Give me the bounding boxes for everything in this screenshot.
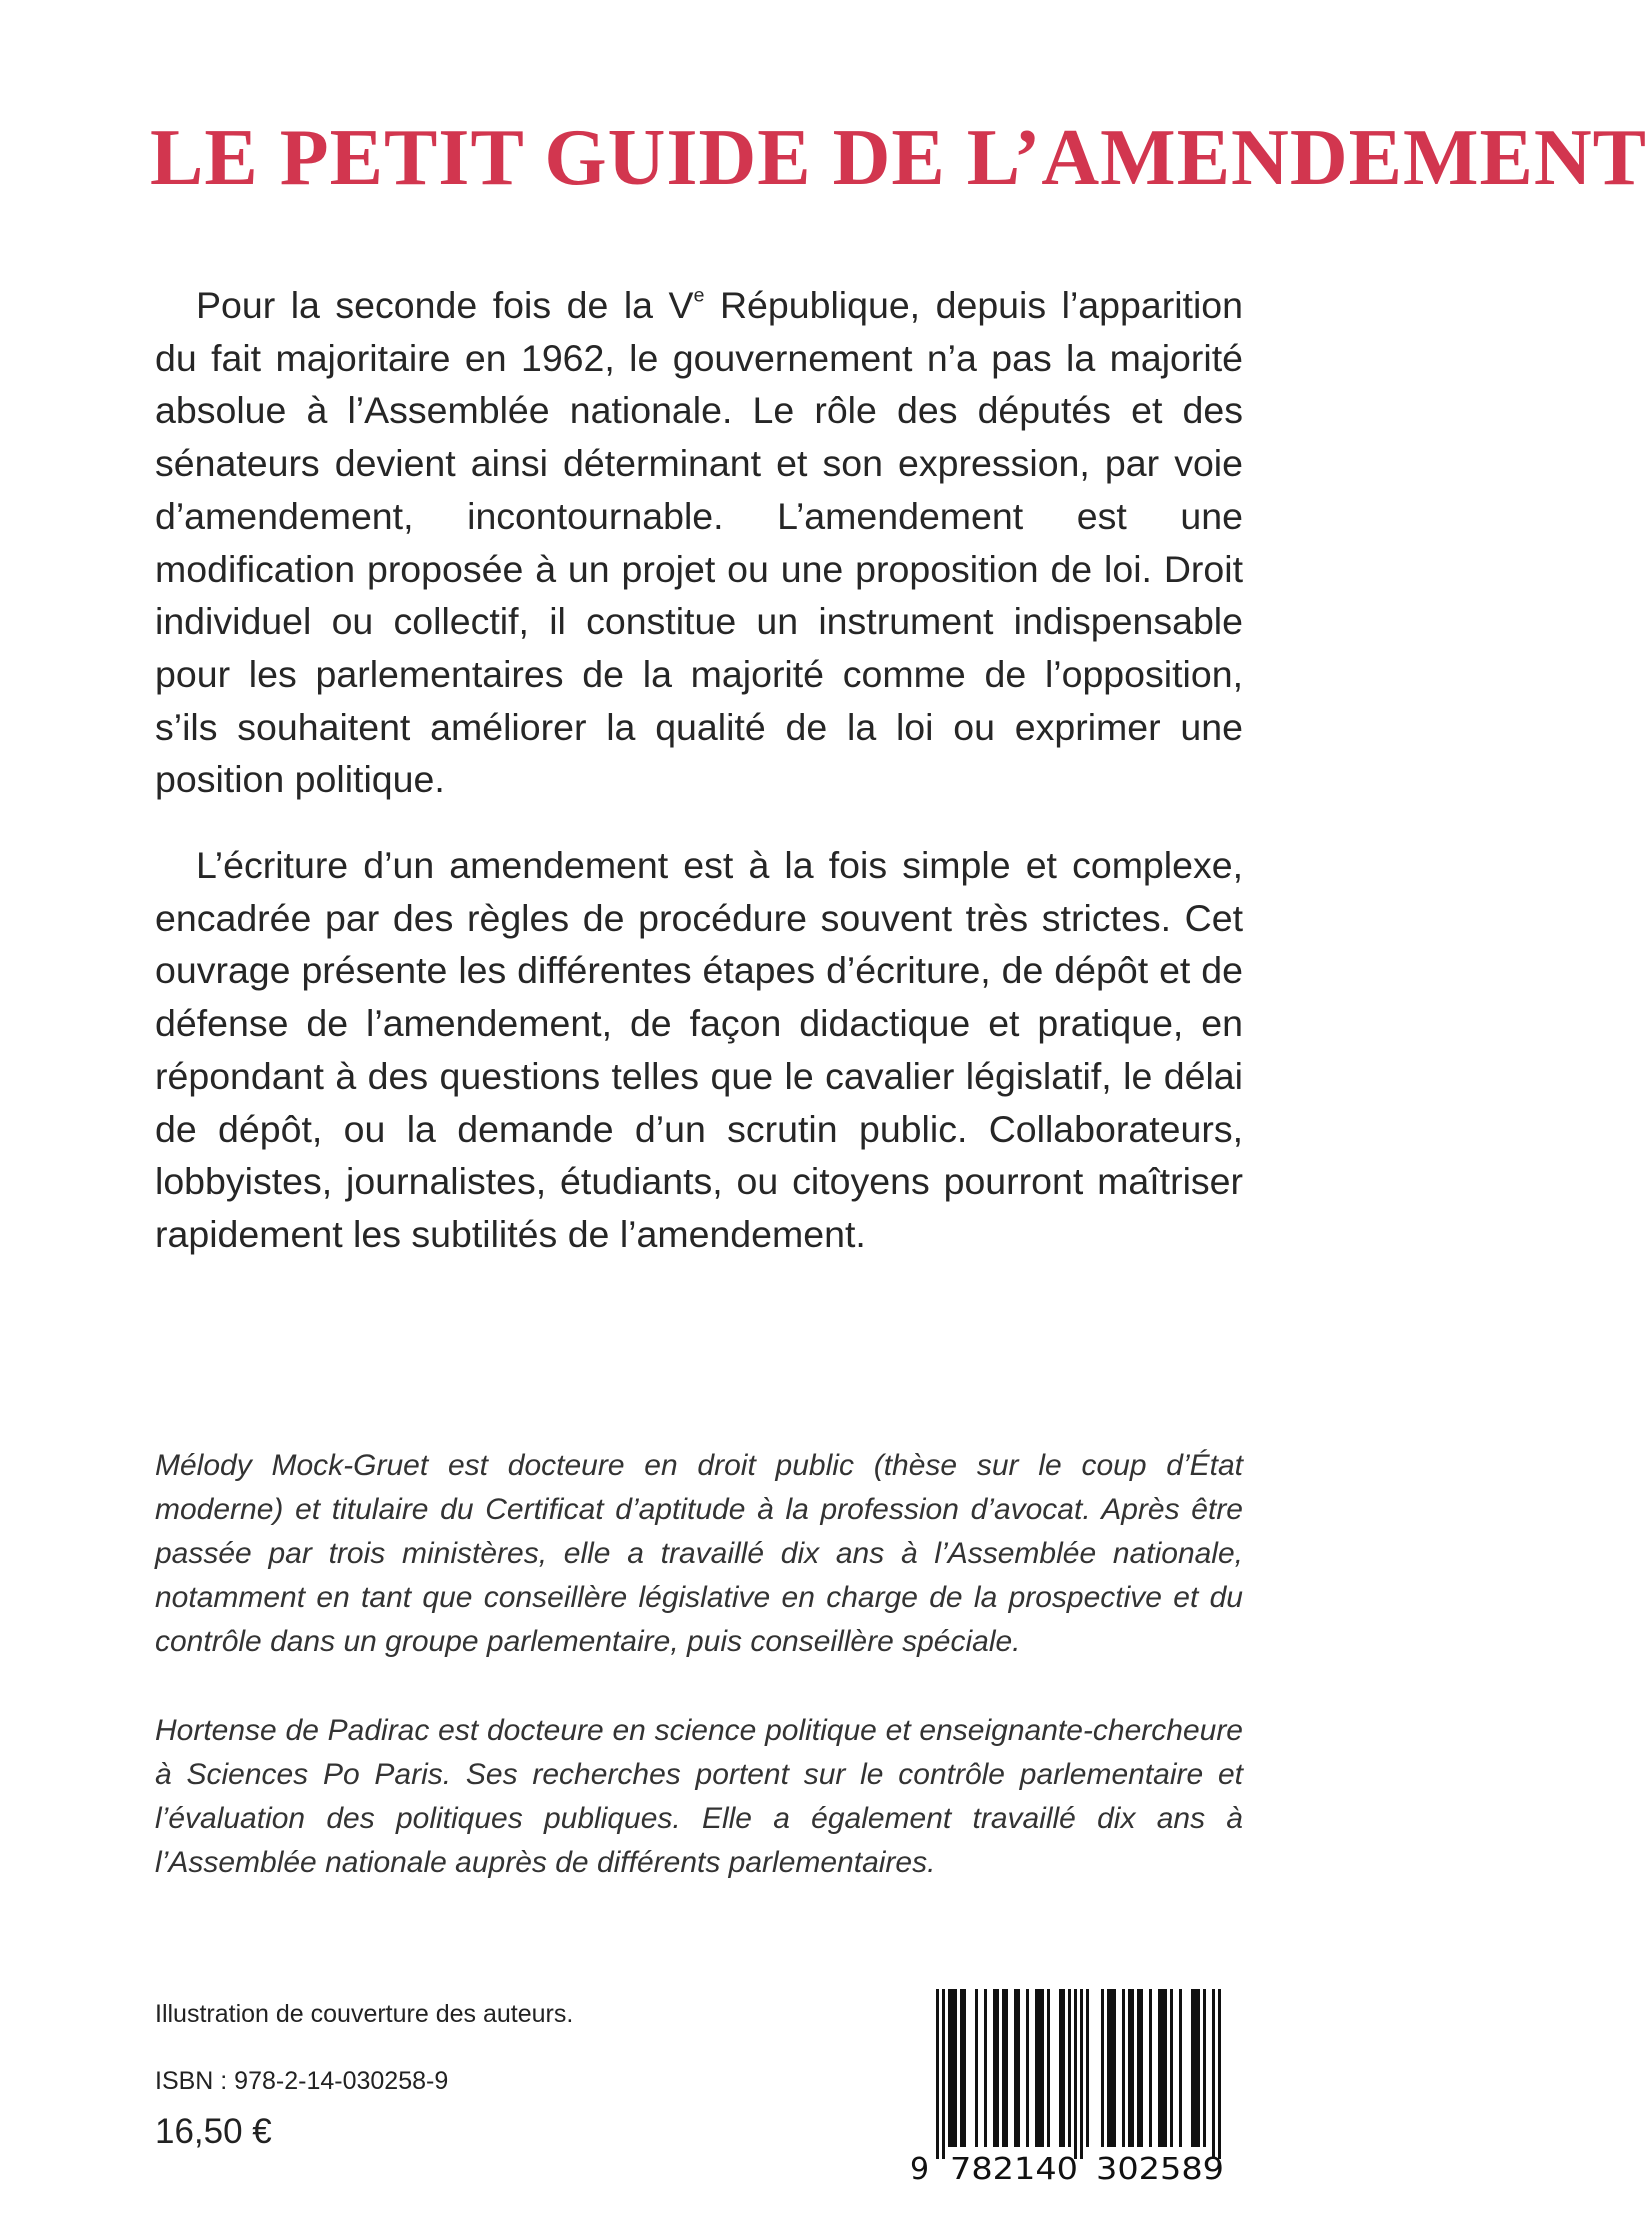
blurb-p1-rest: République, depuis l’apparition du fait majoritaire en 1962, le gouvernement n’a pas la majorité absolue à l’Assemblée nationale. Le rôle des députés et des sénateurs devient ainsi déterminant et son expression, par voie d’amendement, incontournable. L’amendement est une modification proposée à un projet ou une proposition de loi. Droit individuel ou collectif, il constitue un instrument indispensable pour les parlementaires de la majorité comme de l’opposition, s’ils souhaitent améliorer la qualité de la loi ou exprimer une position politique. <box>155 284 1243 801</box>
barcode-bar <box>1014 1989 1017 2147</box>
barcode-bar <box>1086 1989 1089 2147</box>
barcode-bar <box>1158 1989 1161 2147</box>
barcode-bar <box>984 1989 987 2147</box>
barcode-bar <box>1074 1989 1077 2159</box>
author-bio-text-1: est docteure en droit public (thèse sur le coup d’État moderne) et titulaire du Certificat d’aptitude à la profession d’avocat. Après être passée par trois ministères, elle a travaillé dix ans à l’Assemblée nationale, notamment en tant que conseillère législative en charge de la prospective et du contrôle dans un groupe parlementaire, puis conseillère spéciale. <box>155 1449 1243 1658</box>
barcode-bar <box>960 1989 963 2147</box>
barcode-bar <box>1197 1989 1200 2147</box>
barcode-bar <box>1107 1989 1110 2147</box>
barcode-bar <box>1137 1989 1140 2147</box>
barcode-bar <box>951 1989 954 2147</box>
barcode-bar <box>954 1989 957 2147</box>
barcode-bar <box>1161 1989 1164 2147</box>
barcode-digit-first: 9 <box>910 2152 930 2187</box>
barcode-bar <box>1038 1989 1041 2147</box>
barcode-bar <box>1035 1989 1038 2147</box>
barcode-digits-right: 302589 <box>1096 2152 1224 2187</box>
barcode-bar <box>1026 1989 1029 2147</box>
author-bio-2 <box>155 1709 1243 1885</box>
barcode-bar <box>1131 1989 1134 2147</box>
blurb-p1-superscript: e <box>693 284 705 307</box>
illustration-credit: Illustration de couverture des auteurs. <box>155 2000 574 2028</box>
barcode-bar <box>975 1989 978 2147</box>
price: 16,50 € <box>155 2112 272 2151</box>
barcode-bar <box>1191 1989 1194 2147</box>
book-title: LE PETIT GUIDE DE L’AMENDEMENT <box>150 114 1647 202</box>
barcode-bar <box>1002 1989 1005 2147</box>
barcode-bar <box>993 1989 996 2147</box>
barcode-bar <box>1140 1989 1143 2147</box>
barcode-bar <box>1101 1989 1104 2147</box>
barcode-bar <box>1149 1989 1152 2147</box>
barcode-bar <box>1062 1989 1065 2147</box>
isbn-barcode <box>910 1983 1245 2187</box>
author-name-1: Mélody Mock-Gruet <box>155 1449 429 1482</box>
barcode-bar <box>936 1989 939 2159</box>
barcode-bar <box>1194 1989 1197 2147</box>
barcode-bar <box>1122 1989 1125 2147</box>
barcode-bar <box>1212 1989 1215 2159</box>
barcode-bar <box>963 1989 966 2147</box>
barcode-bar <box>1164 1989 1167 2147</box>
blurb-paragraph-2: L’écriture d’un amendement est à la fois simple et complexe, encadrée par des règles de procédure souvent très strictes. Cet ouvrage présente les différentes étapes d’écriture, de dépôt et de défense de l’amendement, de façon didactique et pratique, en répondant à des questions telles que le cavalier législatif, le délai de dépôt, ou la demande d’un scrutin public. Collaborateurs, lobbyistes, journalistes, étudiants, ou citoyens pourront maîtriser rapidement les subtilités de l’amendement. <box>155 844 1243 1255</box>
blurb-paragraph-1 <box>155 279 1243 806</box>
author-bio-text-2: est docteure en science politique et enseignante-chercheure à Sciences Po Paris. Ses recherches portent sur le contrôle parlementaire et l’évaluation des politiques publiques. Elle a également travaillé dix ans à l’Assemblée nationale auprès de différents parlementaires. <box>155 1714 1243 1879</box>
barcode-bar <box>1218 1989 1221 2159</box>
barcode-bar <box>1005 1989 1008 2147</box>
isbn: ISBN : 978-2-14-030258-9 <box>155 2067 449 2095</box>
author-bio-1 <box>155 1444 1243 1664</box>
barcode-bar <box>948 1989 951 2147</box>
barcode-bar <box>1113 1989 1116 2147</box>
blurb-p1-start: Pour la seconde fois de la V <box>196 284 694 326</box>
barcode-bar <box>1110 1989 1113 2147</box>
barcode-bar <box>1047 1989 1050 2147</box>
barcode-bar <box>1179 1989 1182 2147</box>
barcode-bar <box>1080 1989 1083 2159</box>
barcode-bar <box>1041 1989 1044 2147</box>
barcode-bar <box>1128 1989 1131 2147</box>
barcode-bar <box>942 1989 945 2159</box>
barcode-bar <box>1017 1989 1020 2147</box>
barcode-digits-left: 782140 <box>950 2152 1078 2187</box>
barcode-bar <box>1068 1989 1071 2147</box>
author-name-2: Hortense de Padirac <box>155 1714 430 1747</box>
barcode-bar <box>996 1989 999 2147</box>
barcode-bar <box>1203 1989 1206 2147</box>
barcode-bar <box>1170 1989 1173 2147</box>
barcode-bar <box>1059 1989 1062 2147</box>
